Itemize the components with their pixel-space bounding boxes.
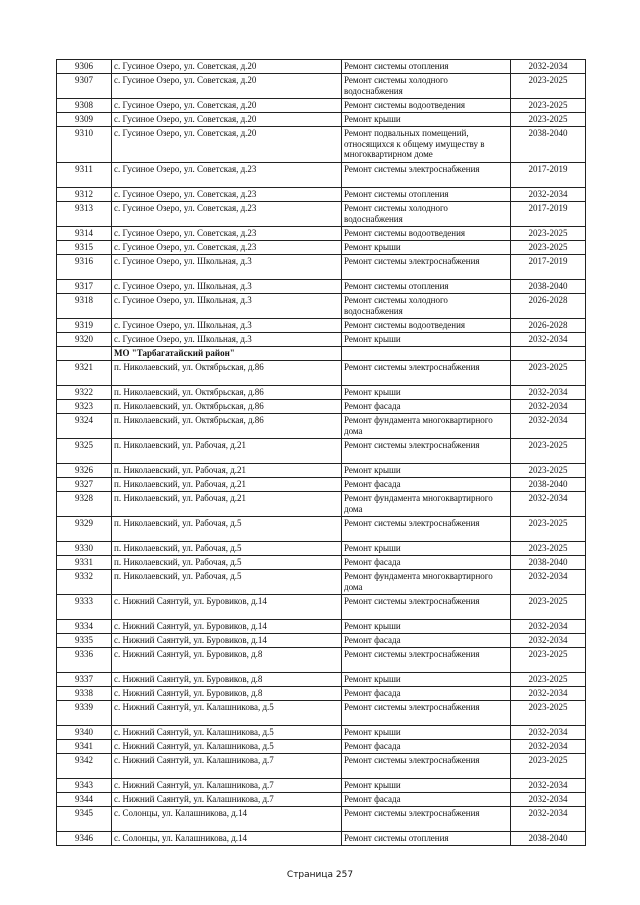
address-cell: с. Нижний Саянтуй, ул. Буровиков, д.8 xyxy=(112,687,342,701)
address-cell: с. Гусиное Озеро, ул. Советская, д.20 xyxy=(112,127,342,163)
address-cell: с. Нижний Саянтуй, ул. Буровиков, д.14 xyxy=(112,620,342,634)
address-cell: с. Нижний Саянтуй, ул. Буровиков, д.8 xyxy=(112,673,342,687)
work-type-cell: Ремонт фасада xyxy=(342,687,511,701)
work-type-cell: Ремонт фасада xyxy=(342,634,511,648)
row-number-cell: 9322 xyxy=(57,386,112,400)
work-type-cell: Ремонт крыши xyxy=(342,464,511,478)
address-cell: с. Гусиное Озеро, ул. Советская, д.23 xyxy=(112,188,342,202)
work-type-cell: Ремонт фасада xyxy=(342,793,511,807)
work-type-cell: Ремонт крыши xyxy=(342,386,511,400)
address-cell: с. Нижний Саянтуй, ул. Калашникова, д.5 xyxy=(112,740,342,754)
period-cell: 2038-2040 xyxy=(511,127,586,163)
period-cell: 2023-2025 xyxy=(511,361,586,386)
period-cell: 2038-2040 xyxy=(511,832,586,846)
row-number-cell: 9328 xyxy=(57,492,112,517)
table-row xyxy=(57,188,586,202)
period-cell: 2032-2034 xyxy=(511,740,586,754)
table-row xyxy=(57,556,586,570)
work-type-cell: Ремонт системы отопления xyxy=(342,280,511,294)
address-cell: с. Гусиное Озеро, ул. Советская, д.23 xyxy=(112,202,342,227)
row-number-cell: 9345 xyxy=(57,807,112,832)
row-number-cell: 9341 xyxy=(57,740,112,754)
table-row xyxy=(57,361,586,386)
row-number-cell: 9329 xyxy=(57,517,112,542)
address-cell: п. Николаевский, ул. Рабочая, д.5 xyxy=(112,570,342,595)
period-cell: 2017-2019 xyxy=(511,202,586,227)
period-cell: 2017-2019 xyxy=(511,163,586,188)
table-row xyxy=(57,478,586,492)
period-cell xyxy=(511,347,586,361)
row-number-cell: 9324 xyxy=(57,414,112,439)
work-type-cell: Ремонт фундамента многоквартирного дома xyxy=(342,492,511,517)
period-cell: 2023-2025 xyxy=(511,113,586,127)
row-number-cell: 9314 xyxy=(57,227,112,241)
address-cell: с. Гусиное Озеро, ул. Советская, д.23 xyxy=(112,227,342,241)
period-cell: 2032-2034 xyxy=(511,634,586,648)
row-number-cell: 9310 xyxy=(57,127,112,163)
work-type-cell: Ремонт фасада xyxy=(342,478,511,492)
work-type-cell: Ремонт системы электроснабжения xyxy=(342,807,511,832)
row-number-cell: 9320 xyxy=(57,333,112,347)
address-cell: п. Николаевский, ул. Рабочая, д.5 xyxy=(112,556,342,570)
period-cell: 2023-2025 xyxy=(511,595,586,620)
table-row xyxy=(57,294,586,319)
address-cell: п. Николаевский, ул. Октябрьская, д.86 xyxy=(112,414,342,439)
table-row xyxy=(57,687,586,701)
row-number-cell: 9331 xyxy=(57,556,112,570)
work-type-cell: Ремонт крыши xyxy=(342,726,511,740)
work-type-cell: Ремонт фасада xyxy=(342,400,511,414)
address-cell: с. Нижний Саянтуй, ул. Буровиков, д.14 xyxy=(112,595,342,620)
period-cell: 2038-2040 xyxy=(511,280,586,294)
address-cell: с. Нижний Саянтуй, ул. Калашникова, д.5 xyxy=(112,726,342,740)
period-cell: 2032-2034 xyxy=(511,687,586,701)
row-number-cell: 9311 xyxy=(57,163,112,188)
period-cell: 2023-2025 xyxy=(511,517,586,542)
work-type-cell: Ремонт системы холодного водоснабжения xyxy=(342,294,511,319)
address-cell: п. Николаевский, ул. Рабочая, д.21 xyxy=(112,492,342,517)
row-number-cell: 9344 xyxy=(57,793,112,807)
period-cell: 2032-2034 xyxy=(511,779,586,793)
address-cell: п. Николаевский, ул. Рабочая, д.21 xyxy=(112,464,342,478)
work-type-cell: Ремонт системы отопления xyxy=(342,188,511,202)
table-row xyxy=(57,634,586,648)
address-cell: с. Нижний Саянтуй, ул. Калашникова, д.7 xyxy=(112,793,342,807)
work-type-cell: Ремонт системы водоотведения xyxy=(342,227,511,241)
row-number-cell: 9334 xyxy=(57,620,112,634)
address-cell: с. Гусиное Озеро, ул. Советская, д.20 xyxy=(112,113,342,127)
table-row xyxy=(57,807,586,832)
period-cell: 2032-2034 xyxy=(511,400,586,414)
table-row xyxy=(57,386,586,400)
work-type-cell: Ремонт подвальных помещений, относящихся к общему имуществу в многоквартирном доме xyxy=(342,127,511,163)
work-type-cell: Ремонт крыши xyxy=(342,620,511,634)
row-number-cell: 9343 xyxy=(57,779,112,793)
row-number-cell: 9346 xyxy=(57,832,112,846)
work-type-cell: Ремонт системы электроснабжения xyxy=(342,701,511,726)
row-number-cell: 9317 xyxy=(57,280,112,294)
address-cell: с. Гусиное Озеро, ул. Школьная, д.3 xyxy=(112,319,342,333)
address-cell: с. Нижний Саянтуй, ул. Буровиков, д.8 xyxy=(112,648,342,673)
address-cell: п. Николаевский, ул. Октябрьская, д.86 xyxy=(112,400,342,414)
repair-schedule-table xyxy=(56,59,586,846)
address-cell: п. Николаевский, ул. Октябрьская, д.86 xyxy=(112,386,342,400)
table-row xyxy=(57,620,586,634)
table-row xyxy=(57,319,586,333)
period-cell: 2026-2028 xyxy=(511,319,586,333)
table-row xyxy=(57,464,586,478)
work-type-cell: Ремонт системы электроснабжения xyxy=(342,648,511,673)
address-cell: с. Солонцы, ул. Калашникова, д.14 xyxy=(112,807,342,832)
period-cell: 2023-2025 xyxy=(511,74,586,99)
period-cell: 2023-2025 xyxy=(511,241,586,255)
row-number-cell: 9306 xyxy=(57,60,112,74)
row-number-cell: 9315 xyxy=(57,241,112,255)
table-row xyxy=(57,400,586,414)
work-type-cell: Ремонт системы отопления xyxy=(342,60,511,74)
table-row xyxy=(57,542,586,556)
address-cell: с. Гусиное Озеро, ул. Советская, д.20 xyxy=(112,99,342,113)
address-cell: с. Нижний Саянтуй, ул. Калашникова, д.7 xyxy=(112,779,342,793)
address-cell: с. Нижний Саянтуй, ул. Буровиков, д.14 xyxy=(112,634,342,648)
work-type-cell: Ремонт системы электроснабжения xyxy=(342,439,511,464)
table-row xyxy=(57,99,586,113)
work-type-cell: Ремонт системы водоотведения xyxy=(342,99,511,113)
row-number-cell: 9340 xyxy=(57,726,112,740)
address-cell: п. Николаевский, ул. Рабочая, д.21 xyxy=(112,439,342,464)
period-cell: 2032-2034 xyxy=(511,386,586,400)
address-cell: п. Николаевский, ул. Рабочая, д.5 xyxy=(112,542,342,556)
row-number-cell: 9307 xyxy=(57,74,112,99)
address-cell: с. Солонцы, ул. Калашникова, д.14 xyxy=(112,832,342,846)
table-row xyxy=(57,280,586,294)
work-type-cell: Ремонт крыши xyxy=(342,542,511,556)
period-cell: 2023-2025 xyxy=(511,227,586,241)
work-type-cell: Ремонт системы электроснабжения xyxy=(342,754,511,779)
row-number-cell: 9330 xyxy=(57,542,112,556)
period-cell: 2023-2025 xyxy=(511,542,586,556)
table-row xyxy=(57,595,586,620)
table-row xyxy=(57,726,586,740)
period-cell: 2023-2025 xyxy=(511,648,586,673)
period-cell: 2026-2028 xyxy=(511,294,586,319)
period-cell: 2032-2034 xyxy=(511,570,586,595)
period-cell: 2032-2034 xyxy=(511,793,586,807)
table-row xyxy=(57,673,586,687)
period-cell: 2038-2040 xyxy=(511,478,586,492)
work-type-cell: Ремонт фундамента многоквартирного дома xyxy=(342,570,511,595)
table-row xyxy=(57,517,586,542)
row-number-cell xyxy=(57,347,112,361)
row-number-cell: 9337 xyxy=(57,673,112,687)
work-type-cell: Ремонт системы холодного водоснабжения xyxy=(342,202,511,227)
work-type-cell: Ремонт системы электроснабжения xyxy=(342,255,511,280)
table-row xyxy=(57,255,586,280)
work-type-cell xyxy=(342,347,511,361)
work-type-cell: Ремонт системы электроснабжения xyxy=(342,595,511,620)
row-number-cell: 9325 xyxy=(57,439,112,464)
period-cell: 2032-2034 xyxy=(511,726,586,740)
work-type-cell: Ремонт системы холодного водоснабжения xyxy=(342,74,511,99)
period-cell: 2038-2040 xyxy=(511,556,586,570)
period-cell: 2032-2034 xyxy=(511,620,586,634)
period-cell: 2032-2034 xyxy=(511,492,586,517)
work-type-cell: Ремонт системы электроснабжения xyxy=(342,163,511,188)
table-row xyxy=(57,163,586,188)
period-cell: 2023-2025 xyxy=(511,439,586,464)
table-row xyxy=(57,832,586,846)
table-row xyxy=(57,241,586,255)
work-type-cell: Ремонт системы электроснабжения xyxy=(342,517,511,542)
section-header-row xyxy=(57,347,586,361)
address-cell: с. Гусиное Озеро, ул. Советская, д.23 xyxy=(112,241,342,255)
row-number-cell: 9327 xyxy=(57,478,112,492)
work-type-cell: Ремонт крыши xyxy=(342,113,511,127)
address-cell: с. Гусиное Озеро, ул. Советская, д.20 xyxy=(112,60,342,74)
page-footer xyxy=(0,870,640,880)
table-row xyxy=(57,492,586,517)
address-cell: с. Гусиное Озеро, ул. Советская, д.20 xyxy=(112,74,342,99)
table-row xyxy=(57,414,586,439)
table-row xyxy=(57,202,586,227)
table-row xyxy=(57,570,586,595)
address-cell: с. Нижний Саянтуй, ул. Калашникова, д.5 xyxy=(112,701,342,726)
period-cell: 2023-2025 xyxy=(511,99,586,113)
work-type-cell: Ремонт системы электроснабжения xyxy=(342,361,511,386)
table-row xyxy=(57,127,586,163)
address-cell: с. Гусиное Озеро, ул. Советская, д.23 xyxy=(112,163,342,188)
period-cell: 2023-2025 xyxy=(511,701,586,726)
work-type-cell: Ремонт фундамента многоквартирного дома xyxy=(342,414,511,439)
page-number: Страница 257 xyxy=(286,870,354,880)
address-cell: с. Гусиное Озеро, ул. Школьная, д.3 xyxy=(112,333,342,347)
address-cell: п. Николаевский, ул. Рабочая, д.21 xyxy=(112,478,342,492)
work-type-cell: Ремонт крыши xyxy=(342,333,511,347)
row-number-cell: 9316 xyxy=(57,255,112,280)
table-row xyxy=(57,227,586,241)
table-row xyxy=(57,648,586,673)
row-number-cell: 9342 xyxy=(57,754,112,779)
address-cell: МО "Тарбагатайский район" xyxy=(112,347,342,361)
row-number-cell: 9313 xyxy=(57,202,112,227)
work-type-cell: Ремонт крыши xyxy=(342,673,511,687)
period-cell: 2017-2019 xyxy=(511,255,586,280)
row-number-cell: 9339 xyxy=(57,701,112,726)
row-number-cell: 9312 xyxy=(57,188,112,202)
table-row xyxy=(57,74,586,99)
table-row xyxy=(57,60,586,74)
period-cell: 2032-2034 xyxy=(511,414,586,439)
work-type-cell: Ремонт крыши xyxy=(342,779,511,793)
row-number-cell: 9308 xyxy=(57,99,112,113)
row-number-cell: 9318 xyxy=(57,294,112,319)
table-row xyxy=(57,701,586,726)
table-row xyxy=(57,333,586,347)
table-row xyxy=(57,439,586,464)
work-type-cell: Ремонт системы отопления xyxy=(342,832,511,846)
row-number-cell: 9323 xyxy=(57,400,112,414)
row-number-cell: 9333 xyxy=(57,595,112,620)
row-number-cell: 9336 xyxy=(57,648,112,673)
row-number-cell: 9332 xyxy=(57,570,112,595)
address-cell: с. Гусиное Озеро, ул. Школьная, д.3 xyxy=(112,280,342,294)
period-cell: 2023-2025 xyxy=(511,754,586,779)
table-row xyxy=(57,113,586,127)
period-cell: 2032-2034 xyxy=(511,188,586,202)
period-cell: 2023-2025 xyxy=(511,673,586,687)
work-type-cell: Ремонт крыши xyxy=(342,241,511,255)
table-row xyxy=(57,740,586,754)
address-cell: с. Нижний Саянтуй, ул. Калашникова, д.7 xyxy=(112,754,342,779)
table-row xyxy=(57,793,586,807)
table-row xyxy=(57,779,586,793)
table-row xyxy=(57,754,586,779)
work-type-cell: Ремонт системы водоотведения xyxy=(342,319,511,333)
work-type-cell: Ремонт фасада xyxy=(342,740,511,754)
address-cell: с. Гусиное Озеро, ул. Школьная, д.3 xyxy=(112,294,342,319)
period-cell: 2032-2034 xyxy=(511,807,586,832)
address-cell: с. Гусиное Озеро, ул. Школьная, д.3 xyxy=(112,255,342,280)
row-number-cell: 9326 xyxy=(57,464,112,478)
period-cell: 2023-2025 xyxy=(511,464,586,478)
row-number-cell: 9309 xyxy=(57,113,112,127)
row-number-cell: 9321 xyxy=(57,361,112,386)
row-number-cell: 9338 xyxy=(57,687,112,701)
address-cell: п. Николаевский, ул. Рабочая, д.5 xyxy=(112,517,342,542)
address-cell: п. Николаевский, ул. Октябрьская, д.86 xyxy=(112,361,342,386)
period-cell: 2032-2034 xyxy=(511,333,586,347)
table-body xyxy=(57,60,586,846)
document-page xyxy=(56,59,585,846)
row-number-cell: 9319 xyxy=(57,319,112,333)
period-cell: 2032-2034 xyxy=(511,60,586,74)
work-type-cell: Ремонт фасада xyxy=(342,556,511,570)
row-number-cell: 9335 xyxy=(57,634,112,648)
